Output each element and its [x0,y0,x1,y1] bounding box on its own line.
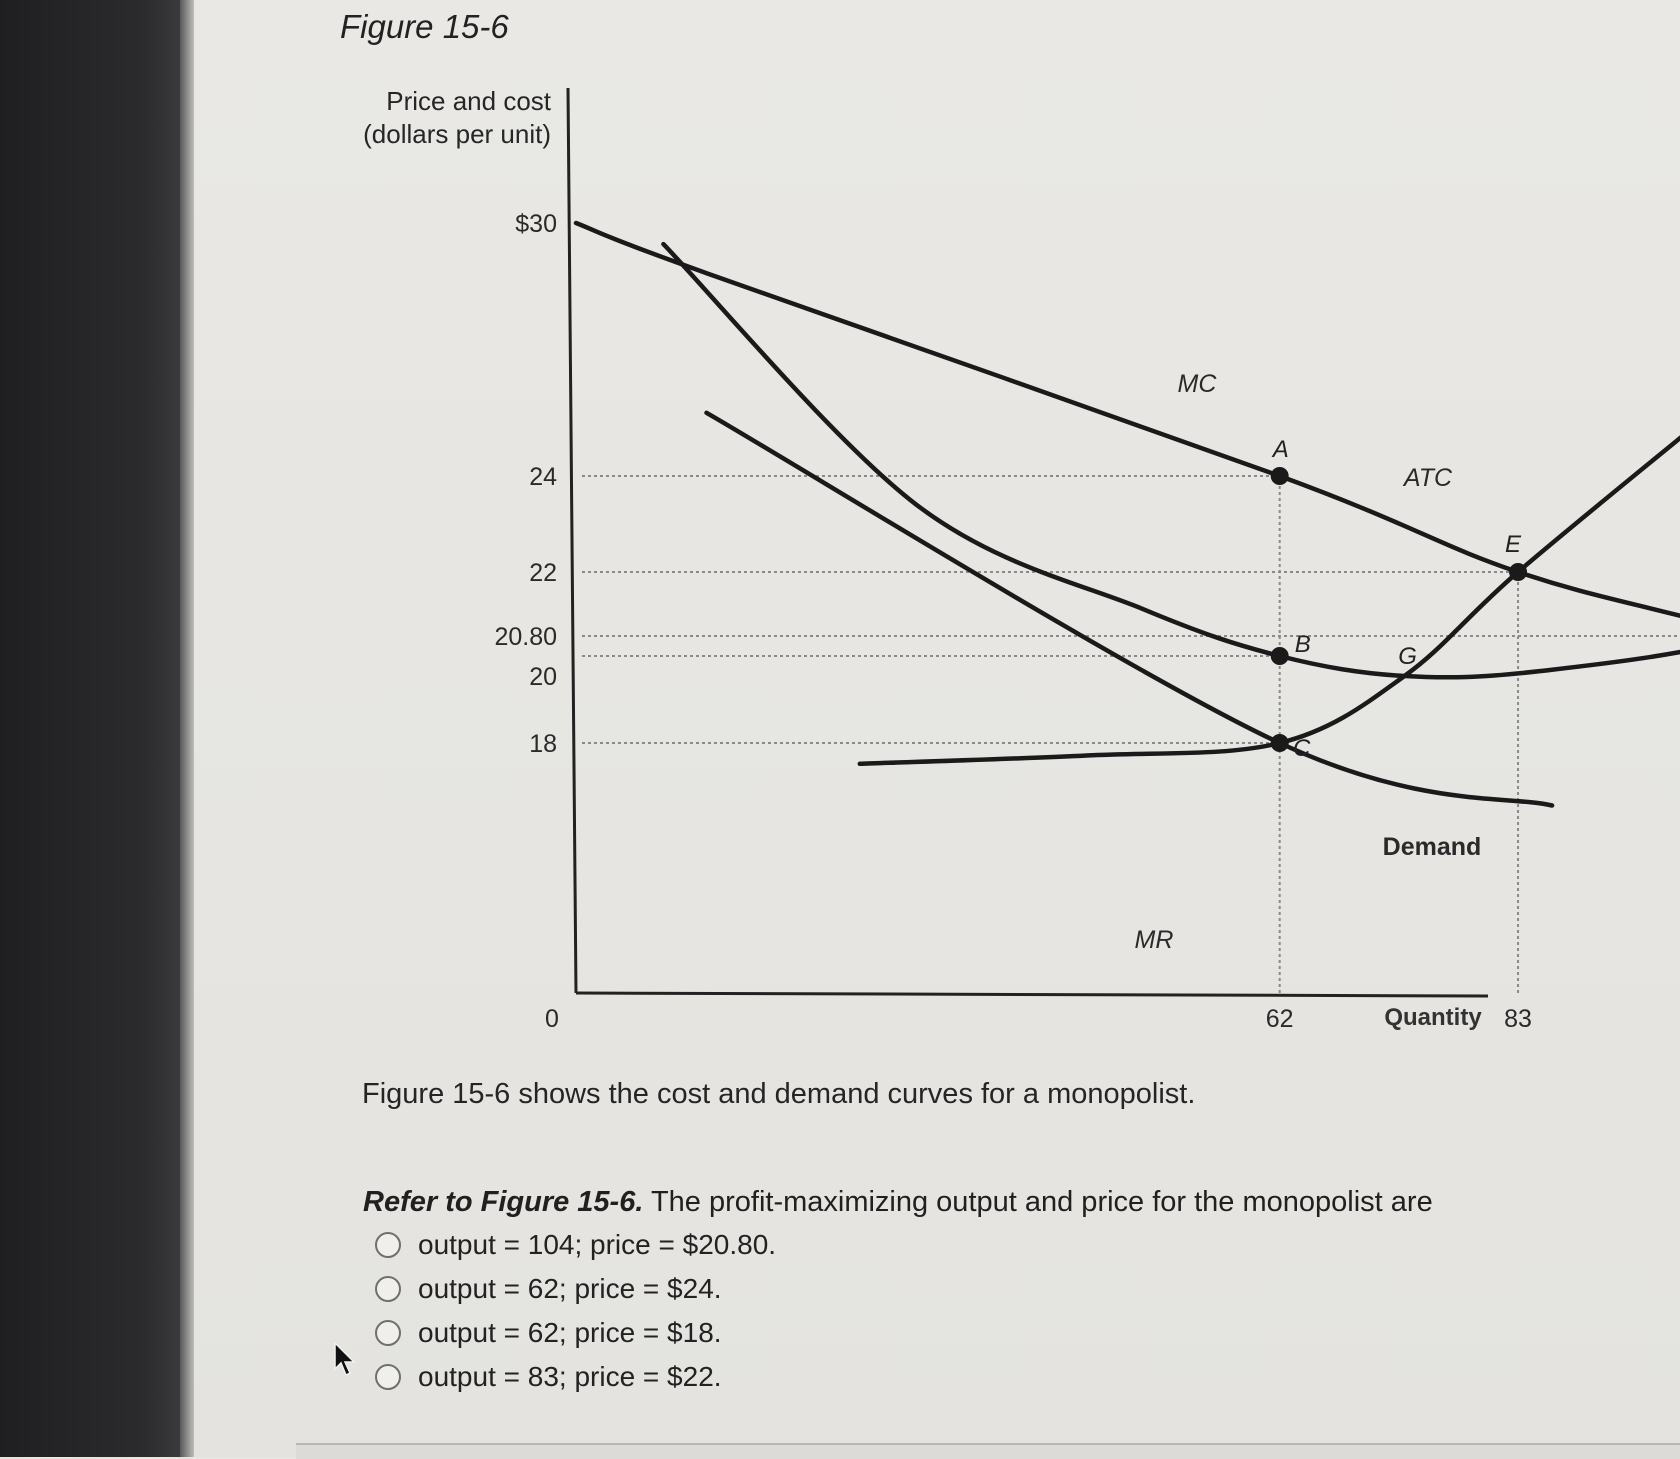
answer-option-label: output = 62; price = $24. [418,1273,722,1304]
question-text [363,1186,1433,1219]
mouse-pointer-icon [333,1342,357,1378]
x-tick-label: 83 [1504,1005,1532,1033]
x-axis [576,993,1488,996]
point-c-label: C [1293,735,1311,762]
atc-label: ATC [1403,464,1453,492]
y-axis-label [363,86,552,149]
answer-option-label: output = 83; price = $22. [418,1361,722,1392]
y-tick-label: 18 [529,730,557,758]
radio-button[interactable] [375,1232,401,1258]
mc-curve [860,413,1680,764]
point-a-marker [1271,467,1289,485]
tick-labels [494,210,1680,1033]
point-g-label: G [1398,643,1417,670]
y-tick-label: $30 [515,210,557,238]
curves [576,223,1680,806]
answer-option-2[interactable] [375,1267,776,1311]
point-a-label: A [1272,436,1289,463]
figure-caption: Figure 15-6 shows the cost and demand curves for a monopolist. [362,1078,1196,1110]
point-b-marker [1271,647,1289,665]
y-tick-label: 20 [529,663,557,691]
point-e-marker [1509,563,1527,581]
point-e-label: E [1505,531,1522,558]
question-body: The profit-maximizing output and price for the monopolist are [643,1186,1433,1218]
mr-label: MR [1134,926,1174,954]
y-axis-label-line-2: (dollars per unit) [363,119,551,149]
answer-option-1[interactable] [375,1223,776,1267]
y-tick-label: 20.80 [494,623,557,651]
y-tick-label: 24 [529,463,557,491]
answer-options [375,1223,776,1399]
x-tick-label: 62 [1265,1005,1294,1033]
x-tick-label: 0 [545,1005,559,1033]
mc-label: MC [1177,370,1217,398]
answer-option-3[interactable] [375,1311,776,1355]
demand-label: Demand [1382,833,1482,861]
point-b-label: B [1294,631,1311,658]
demand-curve [576,223,1680,767]
x-axis-label: Quantity [1384,1004,1482,1031]
point-c-marker [1271,734,1289,752]
question-reference: Refer to Figure 15-6. [363,1186,644,1218]
y-axis-label-line-1: Price and cost [386,86,551,116]
answer-option-label: output = 62; price = $18. [418,1317,722,1348]
answer-option-label: output = 104; price = $20.80. [418,1229,777,1260]
atc-curve [663,244,1680,677]
radio-button[interactable] [375,1364,401,1390]
radio-button[interactable] [375,1276,401,1302]
figure-title: Figure 15-6 [340,8,509,45]
radio-button[interactable] [375,1320,401,1346]
y-tick-label: 22 [529,559,557,587]
answer-option-4[interactable] [375,1355,776,1399]
